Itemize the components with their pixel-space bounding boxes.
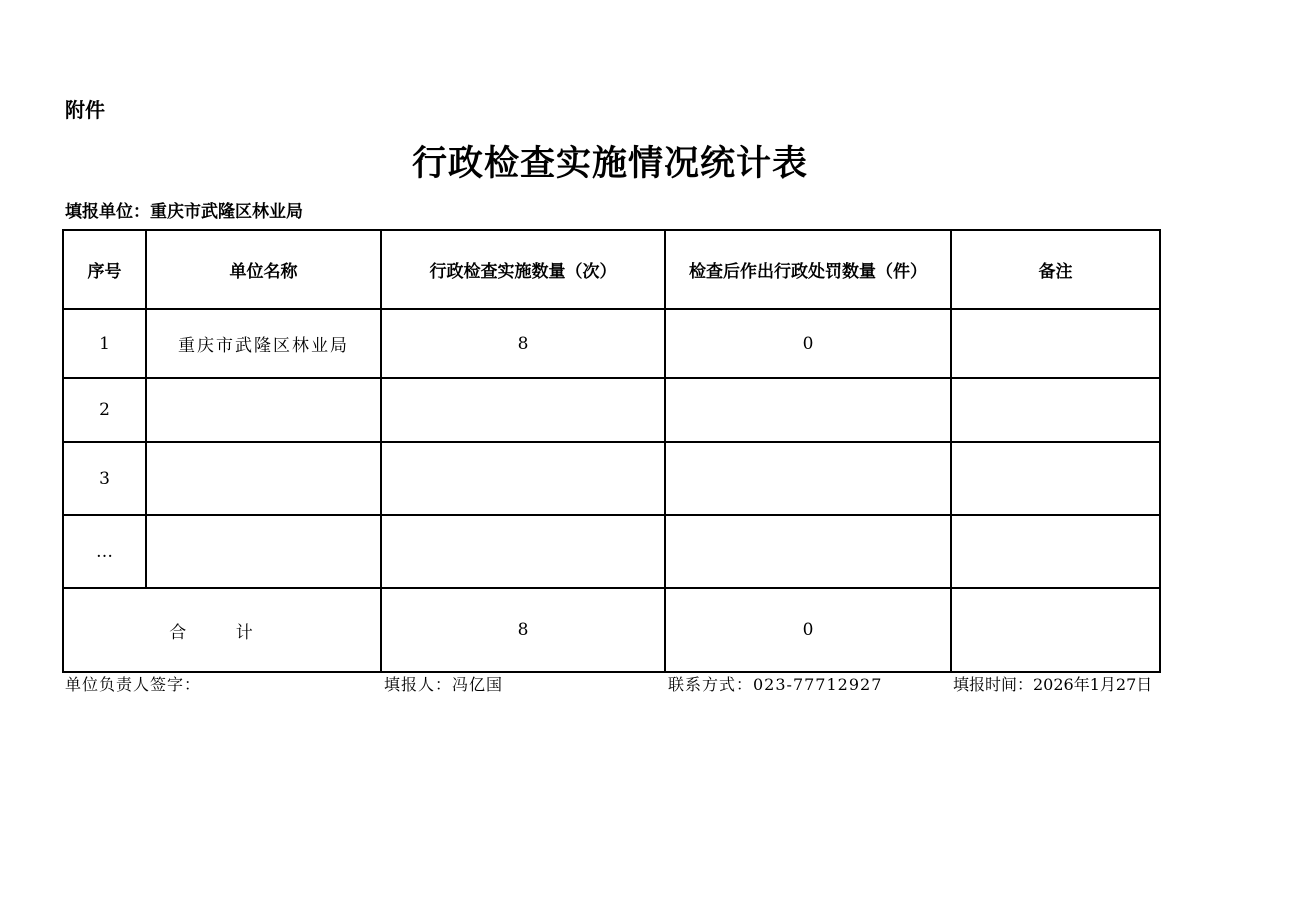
table-row [63,309,1160,378]
cell-remarks [951,309,1160,378]
table-row [63,378,1160,442]
total-remarks [951,588,1160,672]
cell-penalty-count: 0 [665,309,951,378]
cell-inspection-count [381,442,665,515]
cell-serial: 3 [63,442,146,515]
cell-penalty-count [665,515,951,588]
header-serial: 序号 [63,230,146,309]
cell-remarks [951,378,1160,442]
footer-responsible-signature: 单位负责人签字： [65,675,202,694]
cell-unit-name [146,378,381,442]
table-row [63,442,1160,515]
total-inspection-count: 8 [381,588,665,672]
page-title: 行政检查实施情况统计表 [411,143,808,184]
total-label: 合 计 [63,588,381,672]
table-header-row [63,230,1160,309]
header-unit-name: 单位名称 [146,230,381,309]
cell-inspection-count [381,515,665,588]
header-inspection-count: 行政检查实施数量（次） [381,230,665,309]
cell-unit-name: 重庆市武隆区林业局 [146,309,381,378]
cell-inspection-count [381,378,665,442]
cell-unit-name [146,515,381,588]
header-penalty-count: 检查后作出行政处罚数量（件） [665,230,951,309]
total-row [63,588,1160,672]
cell-serial: 1 [63,309,146,378]
statistics-table [62,229,1161,673]
cell-unit-name [146,442,381,515]
cell-serial: 2 [63,378,146,442]
table-row [63,515,1160,588]
footer-filler: 填报人：冯亿国 [384,675,504,694]
footer-contact: 联系方式：023-77712927 [668,675,883,694]
cell-penalty-count [665,378,951,442]
footer-date: 填报时间：2026年1月27日 [953,675,1153,694]
cell-inspection-count: 8 [381,309,665,378]
total-penalty-count: 0 [665,588,951,672]
cell-remarks [951,442,1160,515]
cell-serial: … [63,515,146,588]
cell-remarks [951,515,1160,588]
cell-penalty-count [665,442,951,515]
reporting-unit: 填报单位：重庆市武隆区林业局 [65,202,303,222]
header-remarks: 备注 [951,230,1160,309]
attachment-label: 附件 [65,98,105,122]
